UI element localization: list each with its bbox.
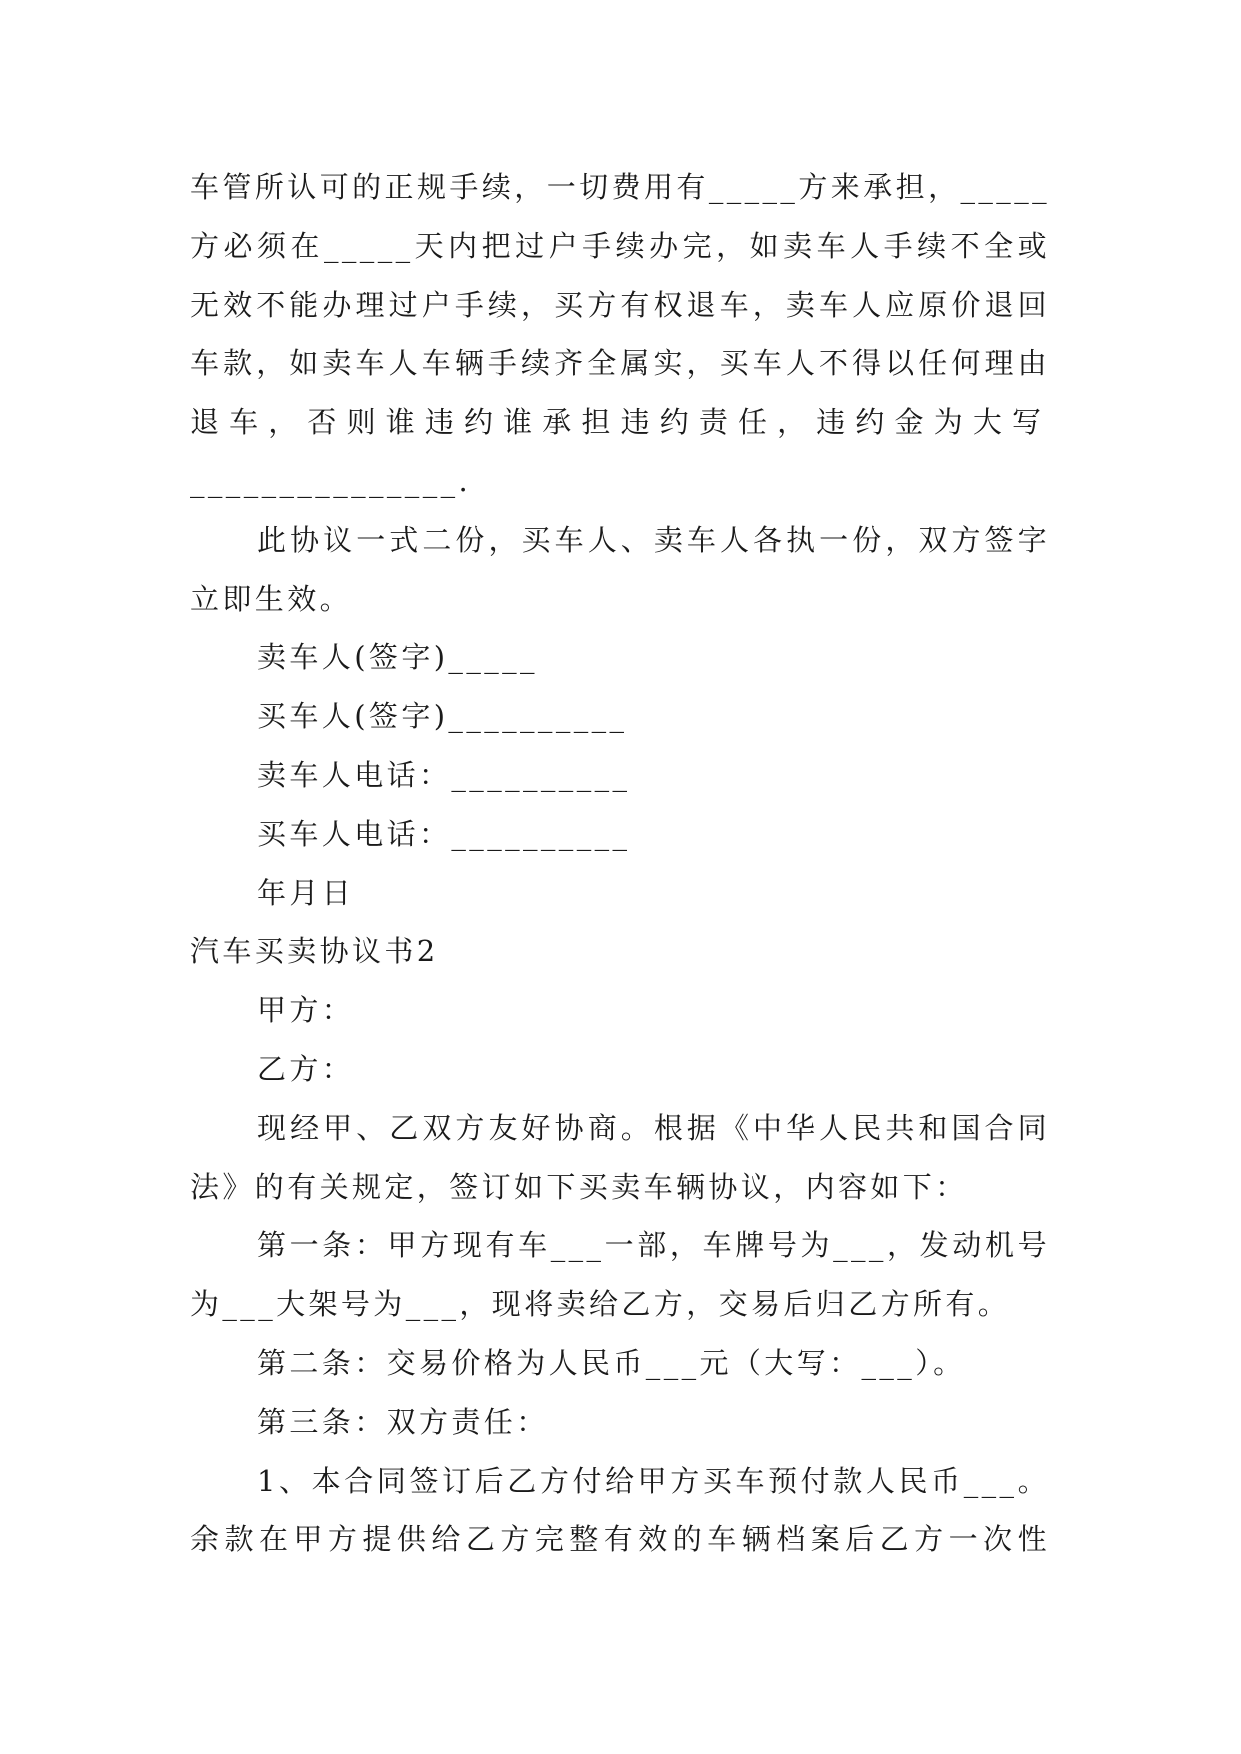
text-line: 车管所认可的正规手续，一切费用有_____方来承担，_____ — [190, 170, 1050, 204]
party-b-field: 乙方： — [257, 1051, 355, 1086]
text-line: 余款在甲方提供给乙方完整有效的车辆档案后乙方一次性 — [190, 1522, 1050, 1557]
text-line: 立即生效。 — [190, 581, 353, 616]
buyer-phone-field: 买车人电话：__________ — [257, 816, 631, 851]
text-line: 现经甲、乙双方友好协商。根据《中华人民共和国合同 — [257, 1110, 1050, 1145]
text-line: 此协议一式二份，买车人、卖车人各执一份，双方签字 — [257, 522, 1050, 557]
document-body — [190, 158, 1050, 1569]
signature-blank-line: _______________. — [190, 463, 472, 498]
seller-phone-field: 卖车人电话：__________ — [257, 757, 631, 792]
text-line: 1、本合同签订后乙方付给甲方买车预付款人民币___。 — [257, 1463, 1050, 1498]
text-line: 无效不能办理过户手续，买方有权退车，卖车人应原价退回 — [190, 287, 1050, 322]
buyer-signature-field: 买车人(签字)__________ — [257, 699, 628, 734]
text-line: 车款，如卖车人车辆手续齐全属实，买车人不得以任何理由 — [190, 346, 1050, 381]
date-field: 年月日 — [257, 875, 355, 910]
text-line: 为___大架号为___，现将卖给乙方，交易后归乙方所有。 — [190, 1287, 1011, 1322]
article-three-heading: 第三条：双方责任： — [257, 1404, 549, 1439]
section-title: 汽车买卖协议书2 — [190, 934, 439, 969]
text-line: 法》的有关规定，签订如下买卖车辆协议，内容如下： — [190, 1169, 968, 1204]
text-line: 方必须在_____天内把过户手续办完，如卖车人手续不全或 — [190, 228, 1050, 263]
party-a-field: 甲方： — [257, 993, 355, 1028]
article-two-line: 第二条：交易价格为人民币___元（大写：___）。 — [257, 1345, 966, 1380]
seller-signature-field: 卖车人(签字)_____ — [257, 640, 538, 675]
text-line: 退车，否则谁违约谁承担违约责任，违约金为大写 — [190, 405, 1050, 440]
article-one-line: 第一条：甲方现有车___一部，车牌号为___，发动机号 — [257, 1228, 1050, 1263]
